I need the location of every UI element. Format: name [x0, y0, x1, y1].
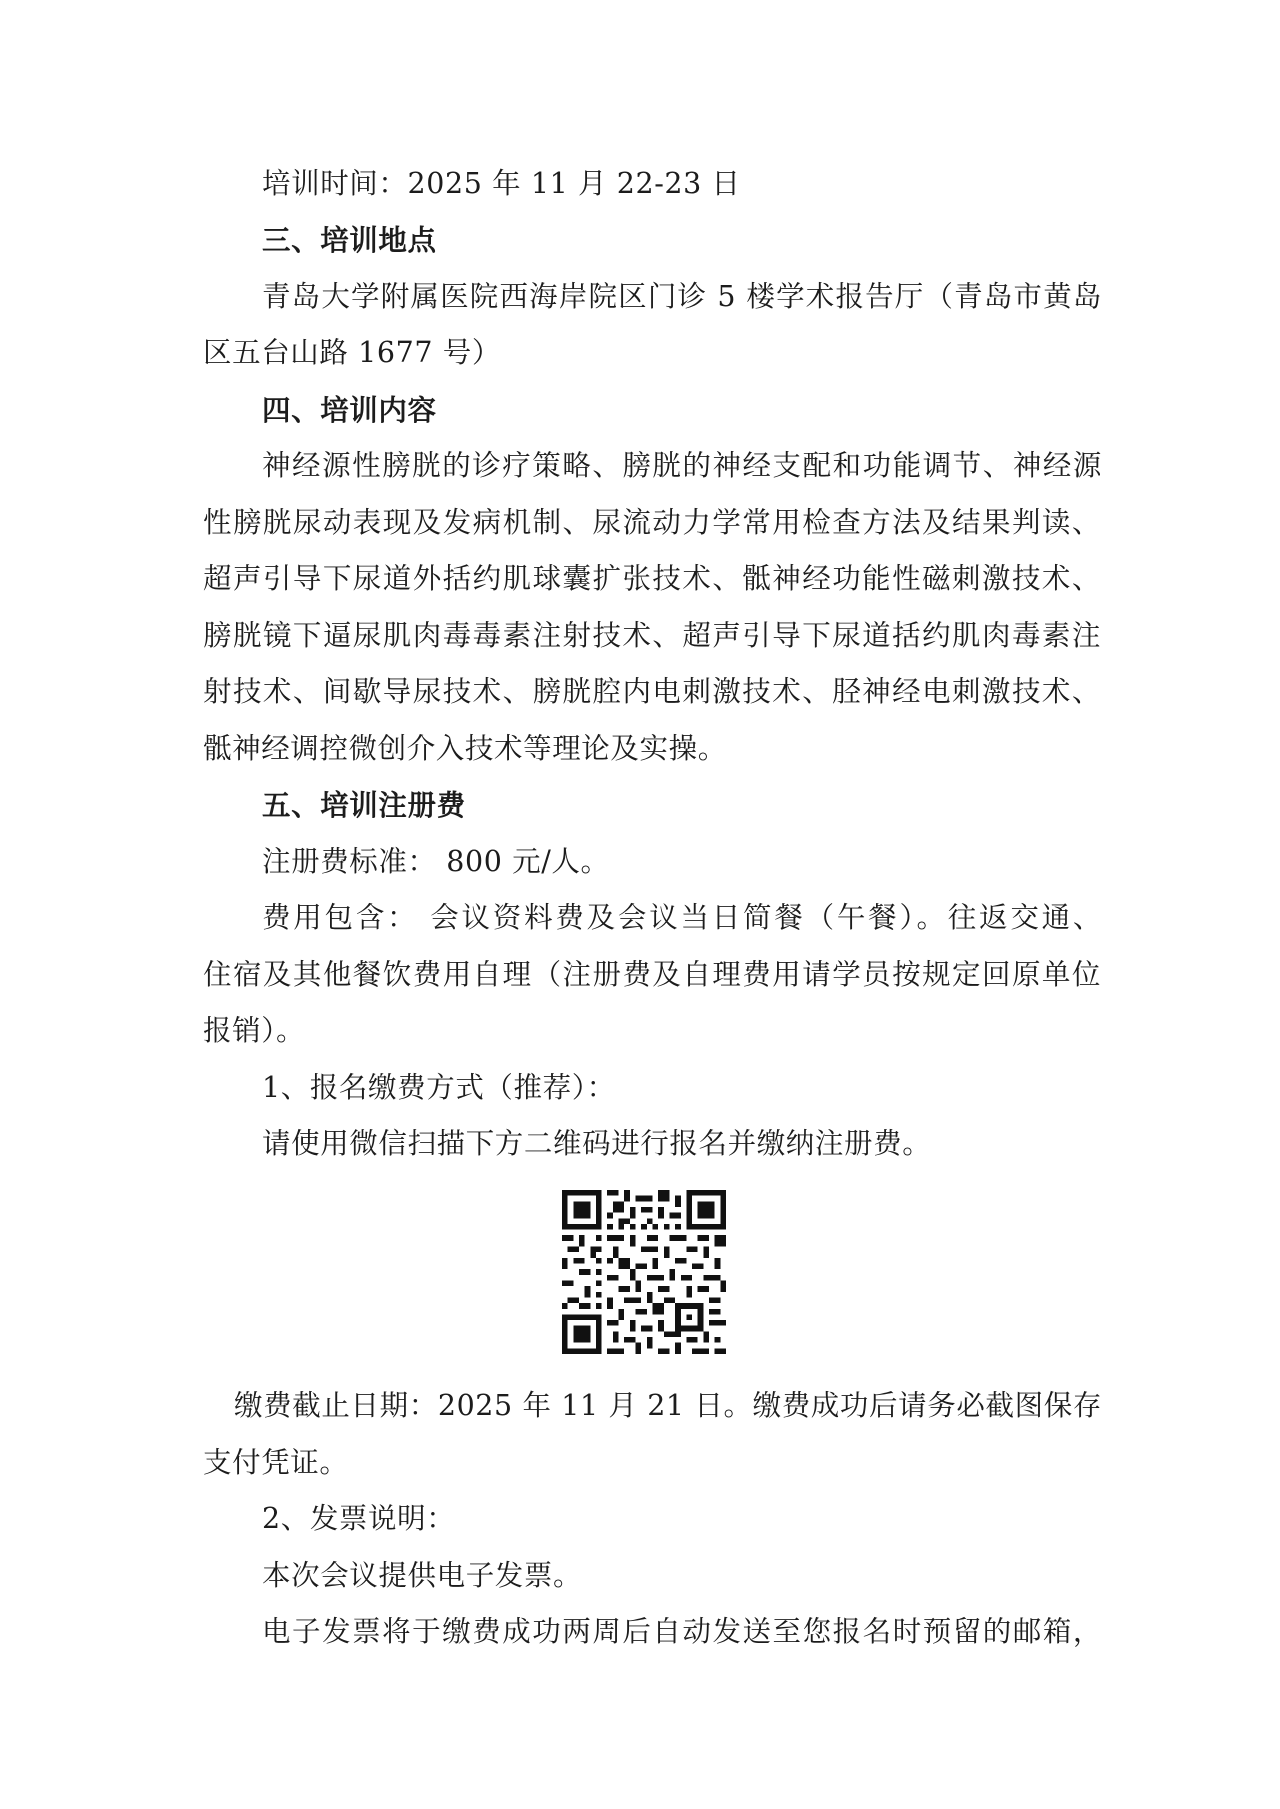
- payment-heading: 1、报名缴费方式（推荐）：: [262, 1071, 616, 1104]
- section4-line-2: 性膀胱尿动表现及发病机制、尿流动力学常用检查方法及结果判读、: [203, 506, 1101, 539]
- section4-line-5: 射技术、间歇导尿技术、膀胱腔内电刺激技术、胫神经电刺激技术、: [203, 675, 1101, 708]
- section3-heading: 三、培训地点: [262, 223, 437, 257]
- fee-includes-line-3: 报销）。: [203, 1014, 306, 1047]
- section4-line-3: 超声引导下尿道外括约肌球囊扩张技术、骶神经功能性磁刺激技术、: [203, 562, 1101, 595]
- section5-heading: 五、培训注册费: [262, 788, 466, 822]
- section3-line-1: 青岛大学附属医院西海岸院区门诊 5 楼学术报告厅（青岛市黄岛: [262, 280, 1102, 313]
- section4-heading: 四、培训内容: [262, 393, 437, 427]
- fee-standard: 注册费标准： 800 元/人。: [262, 845, 610, 878]
- deadline-line-2: 支付凭证。: [203, 1446, 349, 1479]
- section3-line-2: 区五台山路 1677 号）: [203, 336, 501, 369]
- payment-text: 请使用微信扫描下方二维码进行报名并缴纳注册费。: [262, 1127, 932, 1160]
- training-time: 培训时间：2025 年 11 月 22-23 日: [262, 167, 741, 200]
- wechat-qr-code-icon[interactable]: [562, 1190, 726, 1354]
- section4-line-6: 骶神经调控微创介入技术等理论及实操。: [203, 732, 727, 765]
- fee-includes-line-1: 费用包含： 会议资料费及会议当日简餐（午餐）。往返交通、: [262, 901, 1102, 934]
- invoice-line-1: 本次会议提供电子发票。: [262, 1559, 583, 1592]
- fee-includes-line-2: 住宿及其他餐饮费用自理（注册费及自理费用请学员按规定回原单位: [203, 958, 1101, 991]
- section4-line-4: 膀胱镜下逼尿肌肉毒毒素注射技术、超声引导下尿道括约肌肉毒素注: [203, 619, 1101, 652]
- invoice-heading: 2、发票说明：: [262, 1502, 456, 1535]
- section4-line-1: 神经源性膀胱的诊疗策略、膀胱的神经支配和功能调节、神经源: [262, 449, 1102, 482]
- deadline-line-1: 缴费截止日期：2025 年 11 月 21 日。缴费成功后请务必截图保存: [234, 1389, 1102, 1422]
- invoice-line-2: 电子发票将于缴费成功两周后自动发送至您报名时预留的邮箱，: [262, 1615, 1102, 1648]
